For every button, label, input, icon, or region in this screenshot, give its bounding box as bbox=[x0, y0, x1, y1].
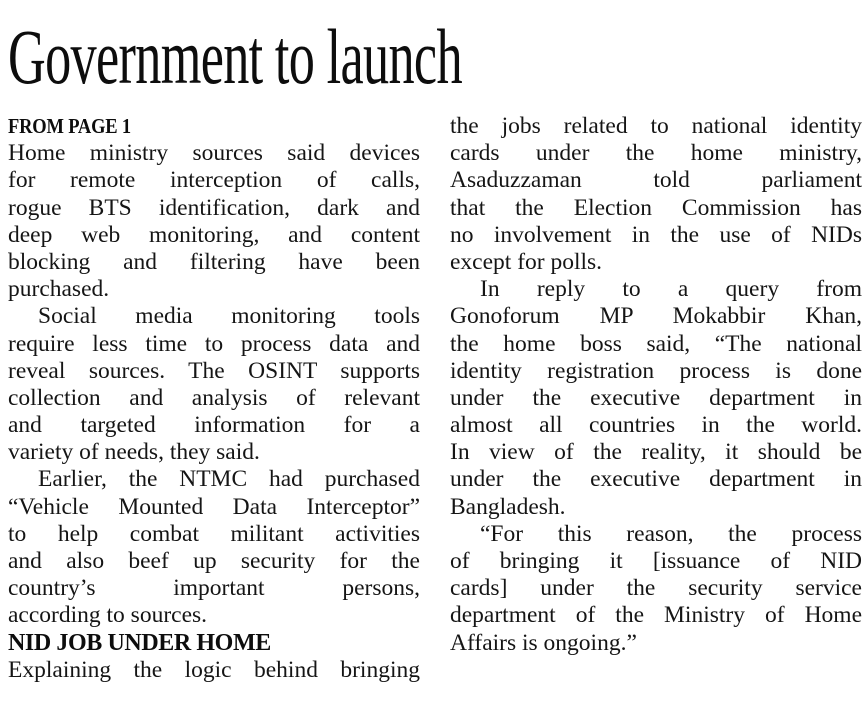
article-line: reveal sources. The OSINT supports bbox=[8, 357, 420, 384]
article-line: and also beef up security for the bbox=[8, 548, 420, 575]
from-page-kicker: FROM PAGE 1 bbox=[8, 114, 131, 138]
article-line: according to sources. bbox=[8, 602, 208, 629]
article-line: blocking and filtering have been bbox=[8, 248, 420, 275]
article-line: deep web monitoring, and content bbox=[8, 221, 420, 248]
article-line: “For this reason, the process bbox=[480, 520, 862, 547]
article-line: Asaduzzaman told parliament bbox=[450, 167, 862, 194]
article-line: Bangladesh. bbox=[450, 493, 566, 520]
article-line: identity registration process is done bbox=[450, 357, 862, 384]
article-line: rogue BTS identification, dark and bbox=[8, 194, 420, 221]
article-line: under the executive department in bbox=[450, 466, 862, 493]
article-line: Social media monitoring tools bbox=[38, 303, 420, 330]
column-right bbox=[450, 113, 862, 684]
article-line: country’s important persons, bbox=[8, 575, 420, 602]
article-line: Home ministry sources said devices bbox=[8, 140, 420, 167]
article-line: and targeted information for a bbox=[8, 412, 420, 439]
article-line: “Vehicle Mounted Data Interceptor” bbox=[8, 493, 420, 520]
article-line: collection and analysis of relevant bbox=[8, 384, 420, 411]
article-line: cards under the home ministry, bbox=[450, 140, 862, 167]
headline: Government to launch bbox=[8, 13, 462, 100]
article-line: for remote interception of calls, bbox=[8, 167, 420, 194]
article-line: that the Election Commission has bbox=[450, 194, 862, 221]
article-line: Explaining the logic behind bringing bbox=[8, 656, 420, 683]
article-line: purchased. bbox=[8, 276, 110, 303]
article-line: In view of the reality, it should be bbox=[450, 439, 862, 466]
article-line: variety of needs, they said. bbox=[8, 439, 260, 466]
article-line: Earlier, the NTMC had purchased bbox=[38, 466, 420, 493]
article-line: In reply to a query from bbox=[480, 276, 862, 303]
article-line: almost all countries in the world. bbox=[450, 412, 862, 439]
column-left bbox=[8, 113, 420, 684]
article-body bbox=[8, 113, 862, 684]
article-line: under the executive department in bbox=[450, 384, 862, 411]
article-line: except for polls. bbox=[450, 248, 603, 275]
article-line: Gonoforum MP Mokabbir Khan, bbox=[450, 303, 862, 330]
article-line: department of the Ministry of Home bbox=[450, 602, 862, 629]
article-line: no involvement in the use of NIDs bbox=[450, 221, 862, 248]
article-line: the home boss said, “The national bbox=[450, 330, 862, 357]
article-line: of bringing it [issuance of NID bbox=[450, 548, 862, 574]
article-line: Affairs is ongoing.” bbox=[450, 629, 637, 656]
article-line: the jobs related to national identity bbox=[450, 113, 862, 139]
article-line: require less time to process data and bbox=[8, 330, 420, 357]
article-line: cards] under the security service bbox=[450, 575, 862, 602]
section-subhead: NID JOB UNDER HOME bbox=[8, 629, 271, 656]
article-line: to help combat militant activities bbox=[8, 520, 420, 547]
